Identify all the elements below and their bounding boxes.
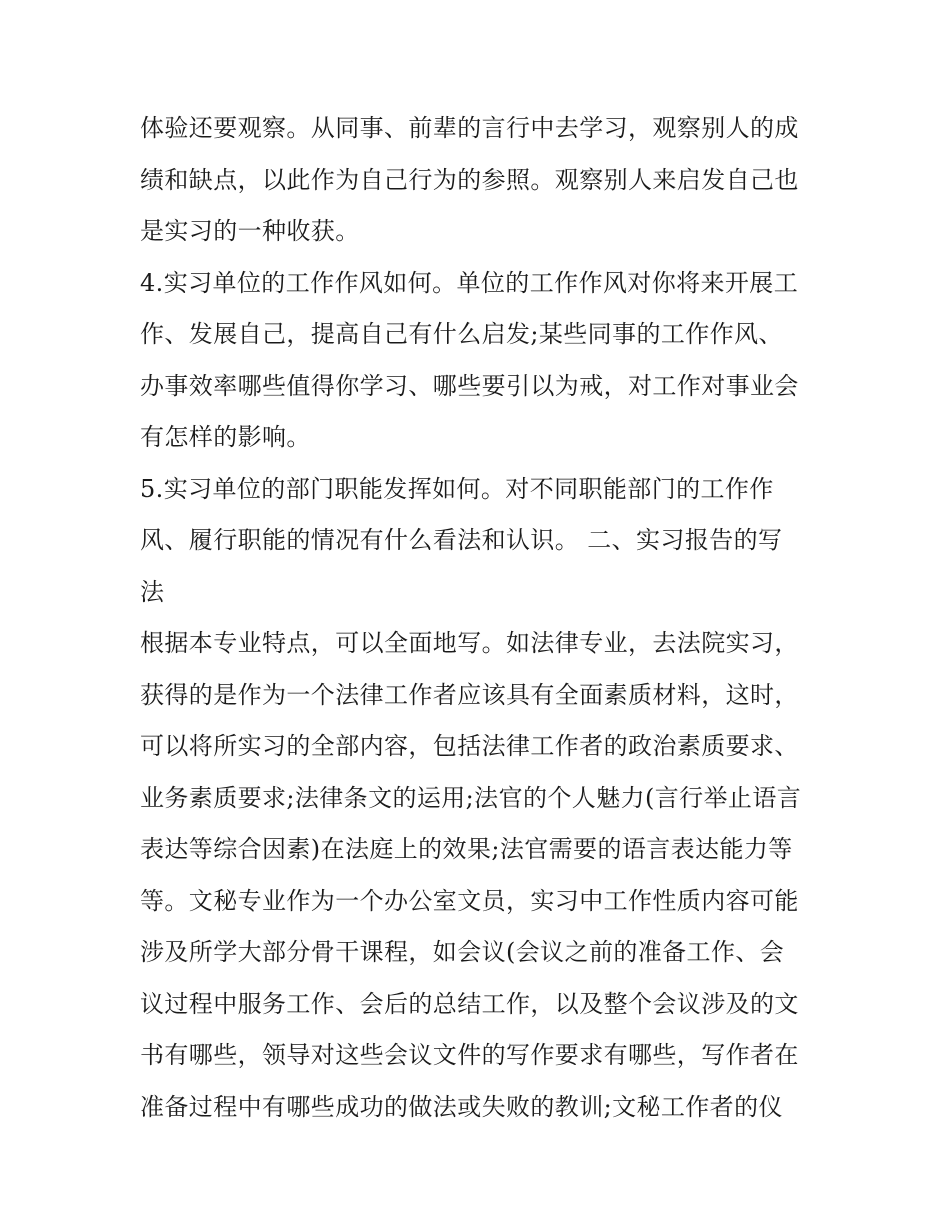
text-line: 办事效率哪些值得你学习、哪些要引以为戒，对工作对事业会 (140, 371, 799, 400)
text-line: 体验还要观察。从同事、前辈的言行中去学习，观察别人的成 (140, 114, 799, 142)
text-line: 根据本专业特点，可以全面地写。如法律专业，去法院实习， (140, 629, 799, 657)
text-line: 涉及所学大部分骨干课程，如会议(会议之前的准备工作、会 (140, 938, 785, 966)
text-line: 等。文秘专业作为一个办公室文员，实习中工作性质内容可能 (140, 886, 799, 915)
text-line: 有怎样的影响。 (140, 423, 311, 451)
text-line: 法 (140, 577, 165, 606)
text-line: 作、发展自己，提高自己有什么启发;某些同事的工作作风、 (140, 320, 783, 348)
text-line: 议过程中服务工作、会后的总结工作，以及整个会议涉及的文 (140, 989, 799, 1018)
document-page (140, 103, 820, 1133)
text-line: 是实习的一种收获。 (140, 217, 360, 245)
text-line: 4.实习单位的工作作风如何。单位的工作作风对你将来开展工 (140, 268, 799, 297)
text-line: 绩和缺点，以此作为自己行为的参照。观察别人来启发自己也 (140, 165, 799, 194)
text-line: 业务素质要求;法律条文的运用;法官的个人魅力(言行举止语言 (140, 783, 802, 812)
text-line: 准备过程中有哪些成功的做法或失败的教训;文秘工作者的仪 (140, 1092, 783, 1121)
text-line: 可以将所实习的全部内容，包括法律工作者的政治素质要求、 (140, 732, 799, 760)
text-line: 表达等综合因素)在法庭上的效果;法官需要的语言表达能力等 (140, 835, 793, 863)
text-line: 风、履行职能的情况有什么看法和认识。 二、实习报告的写 (140, 526, 783, 554)
text-line: 5.实习单位的部门职能发挥如何。对不同职能部门的工作作 (140, 474, 774, 503)
text-line: 获得的是作为一个法律工作者应该具有全面素质材料，这时， (140, 680, 799, 709)
text-line: 书有哪些，领导对这些会议文件的写作要求有哪些，写作者在 (140, 1041, 799, 1069)
